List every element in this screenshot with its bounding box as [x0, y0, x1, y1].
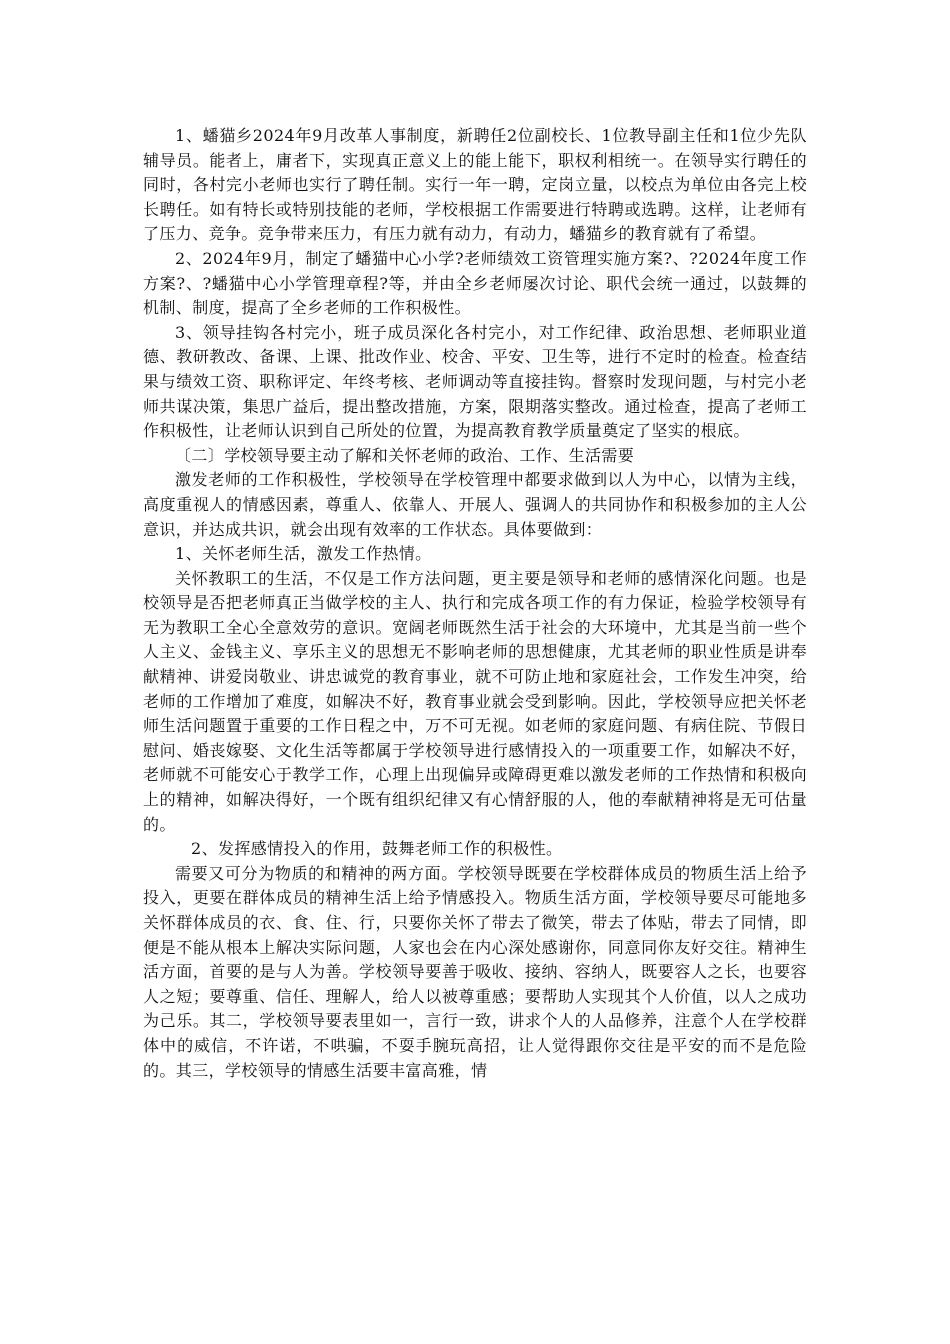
paragraph-motivation-intro: 激发老师的工作积极性，学校领导在学校管理中都要求做到以人为中心，以情为主线，高度重视人的情感因素，尊重人、依靠人、开展人、强调人的共同协作和积极参加的主人公意识，并达成共识，就会出现有效率的工作状态。具体要做到： — [143, 470, 807, 539]
subheading-emotional-investment: 2、发挥感情投入的作用，鼓舞老师工作的积极性。 — [191, 839, 563, 859]
document-body — [143, 124, 807, 1083]
section-heading-care-teachers: 〔二〕学校领导要主动了解和关怀老师的政治、工作、生活需要 — [175, 445, 635, 465]
paragraph-emotional-investment: 需要又可分为物质的和精神的两方面。学校领导既要在学校群体成员的物质生活上给予投入，更要在群体成员的精神生活上给予情感投入。物质生活方面，学校领导要尽可能地多关怀群体成员的衣、食、住、行，只要你关怀了带去了微笑，带去了体贴，带去了同情，即便是不能从根本上解决实际问题，人家也会在内心深处感谢你，同意同你友好交往。精神生活方面，首要的是与人为善。学校领导要善于吸收、接纳、容纳人，既要容人之长，也要容人之短；要尊重、信任、理解人，给人以被尊重感；要帮助人实现其个人价值，以人之成功为己乐。其二，学校领导要表里如一，言行一致，讲求个人的人品修养，注意个人在学校群体中的威信，不许诺，不哄骗，不耍手腕玩高招，让人觉得跟你交往是平安的而不是危险的。其三，学校领导的情感生活要丰富高雅，情 — [143, 863, 807, 1080]
subheading-care-life: 1、关怀老师生活，激发工作热情。 — [175, 544, 432, 564]
paragraph-reform-personnel: 1、蟠猫乡2024年9月改革人事制度，新聘任2位副校长、1位教导副主任和1位少先队辅导员。能者上，庸者下，实现真正意义上的能上能下，职权利相统一。在领导实行聘任的同时，各村完小老师也实行了聘任制。实行一年一聘，定岗立量，以校点为单位由各完上校长聘任。如有特长或特别技能的老师，学校根据工作需要进行特聘或选聘。这样，让老师有了压力、竞争。竞争带来压力，有压力就有动力，有动力，蟠猫乡的教育就有了希望。 — [143, 126, 807, 244]
paragraph-performance-plan: 2、2024年9月，制定了蟠猫中心小学?老师绩效工资管理实施方案?、?2024年度工作方案?、?蟠猫中心小学管理章程?等，并由全乡老师屡次讨论、职代会统一通过，以鼓舞的机制、制度，提高了全乡老师的工作积极性。 — [143, 248, 807, 318]
paragraph-leadership-inspection: 3、领导挂钩各村完小，班子成员深化各村完小，对工作纪律、政治思想、老师职业道德、教研教改、备课、上课、批改作业、校舍、平安、卫生等，进行不定时的检查。检查结果与绩效工资、职称评定、年终考核、老师调动等直接挂钩。督察时发现问题，与村完小老师共谋决策，集思广益后，提出整改措施，方案，限期落实整改。通过检查，提高了老师工作积极性，让老师认识到自己所处的位置，为提高教育教学质量奠定了坚实的根底。 — [143, 322, 807, 441]
paragraph-care-life: 关怀教职工的生活，不仅是工作方法问题，更主要是领导和老师的感情深化问题。也是校领导是否把老师真正当做学校的主人、执行和完成各项工作的有力保证，检验学校领导有无为教职工全心全意效劳的意识。宽阔老师既然生活于社会的大环境中，尤其是当前一些个人主义、金钱主义、享乐主义的思想无不影响老师的思想健康，尤其老师的职业性质是讲奉献精神、讲爱岗敬业、讲忠诚党的教育事业，就不可防止地和家庭社会，工作发生冲突，给老师的工作增加了难度，如解决不好，教育事业就会受到影响。因此，学校领导应把关怀老师生活问题置于重要的工作日程之中，万不可无视。如老师的家庭问题、有病住院、节假日慰问、婚丧嫁娶、文化生活等都属于学校领导进行感情投入的一项重要工作，如解决不好，老师就不可能安心于教学工作，心理上出现偏异或障碍更难以激发老师的工作热情和积极向上的精神，如解决得好，一个既有组织纪律又有心情舒服的人，他的奉献精神将是无可估量的。 — [143, 568, 807, 834]
